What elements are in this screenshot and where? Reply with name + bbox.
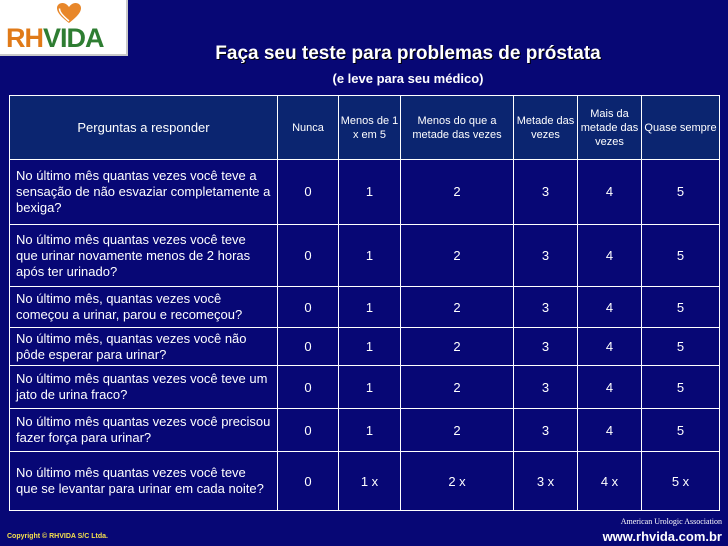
- score-cell: 1 x: [339, 452, 401, 511]
- column-header-questions: Perguntas a responder: [10, 96, 278, 160]
- score-cell: 0: [278, 408, 339, 451]
- score-cell: 2: [401, 224, 514, 287]
- table-header-row: [10, 96, 720, 160]
- score-cell: 0: [278, 287, 339, 327]
- score-cell: 2: [401, 408, 514, 451]
- page-title: Faça seu teste para problemas de próstata: [215, 43, 601, 64]
- column-header-half: Metade das vezes: [514, 96, 578, 160]
- column-header-less-than-half: Menos do que a metade das vezes: [401, 96, 514, 160]
- score-cell: 5: [642, 287, 720, 327]
- score-cell: 3: [514, 327, 578, 365]
- question-cell: No último mês, quantas vezes você começou a urinar, parou e recomeçou?: [10, 287, 278, 327]
- score-cell: 3: [514, 408, 578, 451]
- score-cell: 4: [578, 224, 642, 287]
- score-cell: 3: [514, 160, 578, 225]
- score-cell: 2: [401, 160, 514, 225]
- score-cell: 1: [339, 160, 401, 225]
- question-cell: No último mês quantas vezes você teve um jato de urina fraco?: [10, 366, 278, 408]
- source-credit: American Urologic Association: [620, 517, 722, 526]
- score-cell: 5: [642, 160, 720, 225]
- copyright-notice: Copyright © RHVIDA S/C Ltda.: [7, 533, 108, 540]
- question-cell: No último mês, quantas vezes você não pôde esperar para urinar?: [10, 327, 278, 365]
- logo-wordmark: [6, 24, 104, 52]
- score-cell: 4: [578, 287, 642, 327]
- score-cell: 5: [642, 224, 720, 287]
- question-cell: No último mês quantas vezes você precisou fazer força para urinar?: [10, 408, 278, 451]
- score-cell: 1: [339, 224, 401, 287]
- score-cell: 3: [514, 224, 578, 287]
- page-subtitle: (e leve para seu médico): [332, 71, 484, 86]
- score-cell: 2 x: [401, 452, 514, 511]
- logo-wordmark-suffix: VIDA: [43, 23, 104, 53]
- score-cell: 1: [339, 327, 401, 365]
- score-cell: 0: [278, 224, 339, 287]
- table-row: [10, 327, 720, 365]
- score-cell: 3: [514, 287, 578, 327]
- score-cell: 4: [578, 408, 642, 451]
- table-row: [10, 452, 720, 511]
- score-cell: 3: [514, 366, 578, 408]
- score-cell: 1: [339, 366, 401, 408]
- score-cell: 0: [278, 366, 339, 408]
- question-cell: No último mês quantas vezes você teve que urinar novamente menos de 2 horas após ter urinado?: [10, 224, 278, 287]
- score-cell: 4: [578, 160, 642, 225]
- table-row: [10, 287, 720, 327]
- score-cell: 4 x: [578, 452, 642, 511]
- question-cell: No último mês quantas vezes você teve que se levantar para urinar em cada noite?: [10, 452, 278, 511]
- score-cell: 0: [278, 327, 339, 365]
- column-header-never: Nunca: [278, 96, 339, 160]
- score-cell: 0: [278, 160, 339, 225]
- score-cell: 2: [401, 327, 514, 365]
- prostate-questionnaire-table: [9, 95, 720, 511]
- rhvida-logo: [0, 0, 128, 56]
- score-cell: 2: [401, 287, 514, 327]
- question-cell: No último mês quantas vezes você teve a sensação de não esvaziar completamente a bexiga?: [10, 160, 278, 225]
- table-row: [10, 160, 720, 225]
- score-cell: 4: [578, 327, 642, 365]
- score-cell: 4: [578, 366, 642, 408]
- table-row: [10, 366, 720, 408]
- column-header-less-than-1-in-5: Menos de 1 x em 5: [339, 96, 401, 160]
- logo-wordmark-prefix: RH: [6, 23, 43, 53]
- website-url: www.rhvida.com.br: [602, 529, 722, 544]
- score-cell: 5: [642, 408, 720, 451]
- table-row: [10, 224, 720, 287]
- column-header-more-than-half: Mais da metade das vezes: [578, 96, 642, 160]
- heart-icon: [56, 2, 82, 24]
- score-cell: 1: [339, 408, 401, 451]
- score-cell: 5 x: [642, 452, 720, 511]
- score-cell: 0: [278, 452, 339, 511]
- score-cell: 5: [642, 327, 720, 365]
- score-cell: 1: [339, 287, 401, 327]
- score-cell: 2: [401, 366, 514, 408]
- score-cell: 5: [642, 366, 720, 408]
- table-row: [10, 408, 720, 451]
- score-cell: 3 x: [514, 452, 578, 511]
- column-header-almost-always: Quase sempre: [642, 96, 720, 160]
